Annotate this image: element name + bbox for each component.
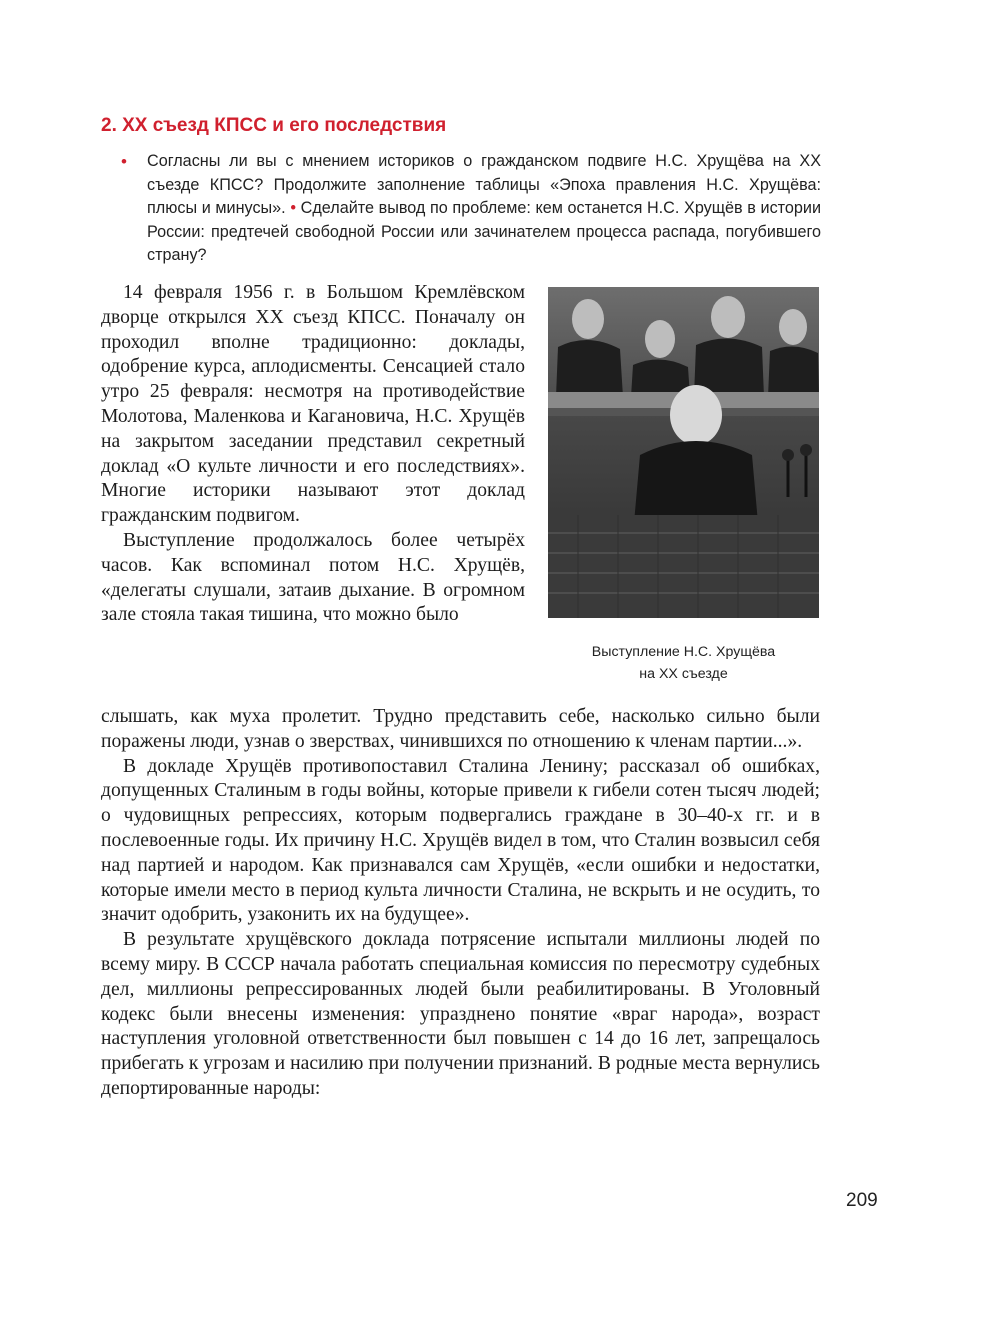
section-heading: 2. XX съезд КПСС и его последствия xyxy=(101,115,447,136)
body-paragraph-1: 14 февраля 1956 г. в Большом Кремлёвском дворце открылся XX съезд КПСС. Поначалу он проходил вполне традиционно: доклады, одобрение курса, аплодисменты. Сенсацией стало утро 25 февраля: несмотря на противодействие Молотова, Маленкова и Кагановича, Н.С. Хрущёв на закрытом заседании представил секретный доклад «О культе личности и его последствиях». Многие историки называют этот доклад гражданским подвигом. xyxy=(101,282,525,527)
figure-caption xyxy=(548,641,819,685)
photo-illustration xyxy=(548,287,819,618)
body-column-narrow xyxy=(101,281,525,628)
task-question xyxy=(147,150,821,268)
body-paragraph-3: В докладе Хрущёв противопоставил Сталина Ленину; рассказал об ошибках, допущенных Сталиным в годы войны, которые привели к гибели сотен тысяч людей; о чудовищных репрессиях, которым подвергались граждане в 30–40-х гг. и в послевоенные годы. Их причину Н.С. Хрущёв видел в том, что Сталин возвысил себя над партией и народом. Как признавался сам Хрущёв, «если ошибки и недостатки, которые имели место в период культа личности Сталина, не вскрыть и не осудить, то значит одобрить, узаконить их на будущее». xyxy=(101,755,820,926)
task-text-part2: Сделайте вывод по проблеме: кем останется Н.С. Хрущёв в истории России: предтечей свободной России или зачинателем процесса распада, погубившего страну? xyxy=(147,199,822,264)
inline-bullet-icon: • xyxy=(290,199,296,217)
khrushchev-speech-photo xyxy=(548,287,819,618)
page-number: 209 xyxy=(846,1190,878,1211)
caption-line-2: на XX съезде xyxy=(639,666,728,682)
body-column-wide xyxy=(101,705,820,1102)
body-paragraph-2-end: слышать, как муха пролетит. Трудно представить себе, насколько сильно были поражены люди, узнав о зверствах, чинившихся по отношению к членам партии...». xyxy=(101,706,820,752)
task-text-part1: Согласны ли вы с мнением историков о гражданском подвиге Н.С. Хрущёва на XX съезде КПСС? Продолжите заполнение таблицы «Эпоха правления Н.С. Хрущёва: плюсы и минусы». xyxy=(147,152,821,217)
caption-line-1: Выступление Н.С. Хрущёва xyxy=(591,644,776,660)
body-paragraph-2-start: Выступление продолжалось более четырёх часов. Как вспоминал потом Н.С. Хрущёв, «делегаты слушали, затаив дыхание. В огромном зале стояла такая тишина, что можно было xyxy=(101,529,525,626)
body-paragraph-4: В результате хрущёвского доклада потрясение испытали миллионы людей по всему миру. В СССР начала работать специальная комиссия по пересмотру судебных дел, миллионы репрессированных людей были реабилитированы. В Уголовный кодекс были внесены изменения: упразднено понятие «враг народа», возраст наступления уголовной ответственности был повышен с 14 до 16 лет, запрещалось прибегать к угрозам и насилию при получении признаний. В родные места вернулись депортированные народы: xyxy=(101,929,820,1099)
task-bullet-icon: • xyxy=(121,152,127,171)
